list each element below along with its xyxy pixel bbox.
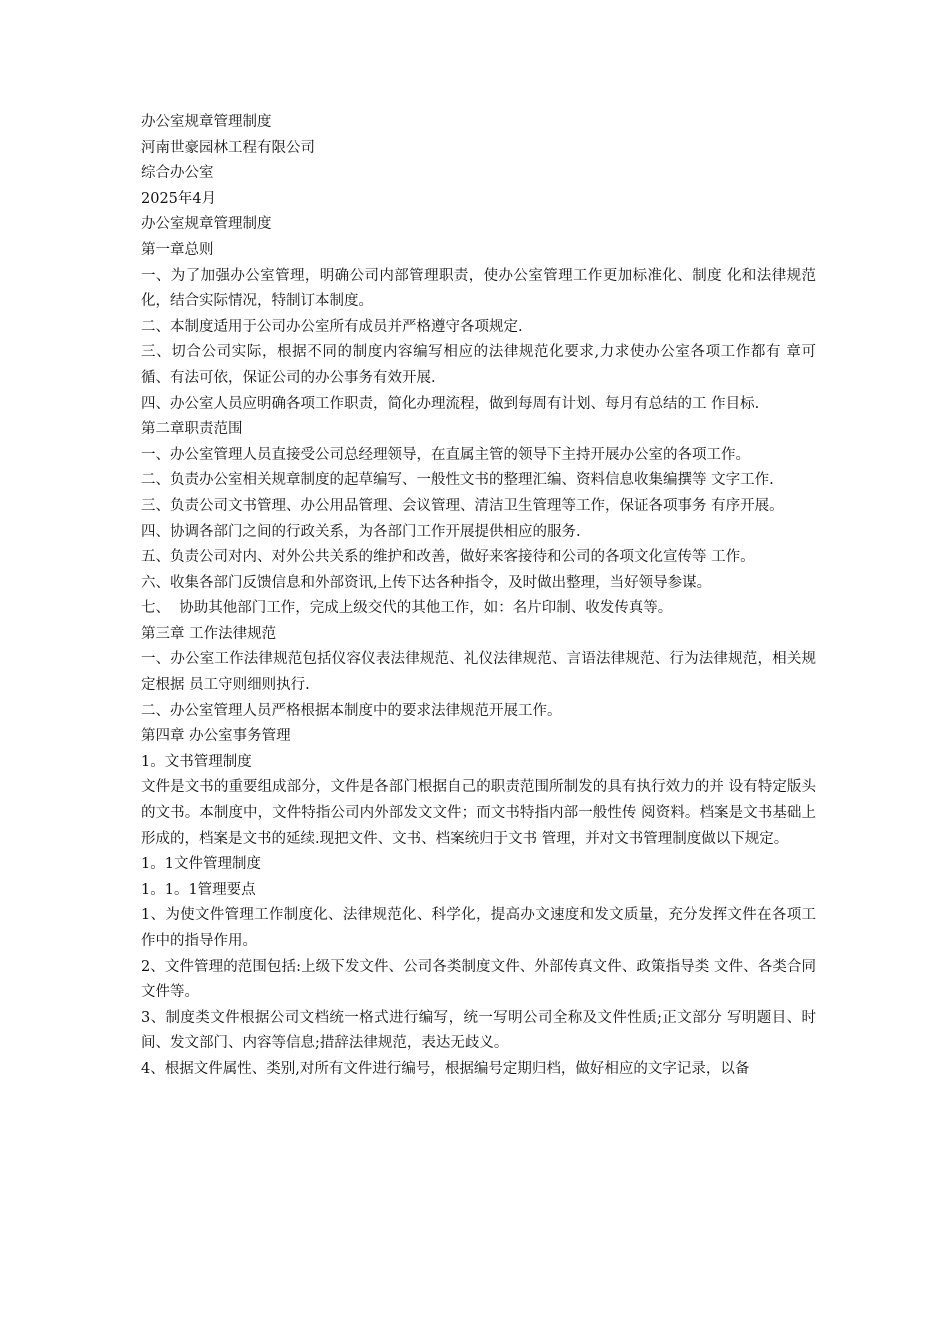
- cover-company: 河南世豪园林工程有限公司: [141, 139, 315, 156]
- chapter-heading: 第三章 工作法律规范: [141, 625, 277, 642]
- paragraph: 1、为使文件管理工作制度化、法律规范化、科学化，提高办文速度和发文质量，充分发挥文件在各项工作中的指导作用。: [141, 907, 816, 949]
- chapter-heading: 第四章 办公室事务管理: [141, 728, 291, 745]
- cover-date: 2025年4月: [141, 190, 217, 207]
- section-heading: 1。文书管理制度: [141, 753, 252, 770]
- paragraph: 二、负责办公室相关规章制度的起草编写、一般性文书的整理汇编、资料信息收集编撰等 文字工作.: [141, 472, 774, 489]
- chapter-heading: 第二章职责范围: [141, 421, 243, 438]
- paragraph: 三、负责公司文书管理、办公用品管理、会议管理、清洁卫生管理等工作，保证各项事务 有序开展。: [141, 497, 784, 514]
- document-page: [141, 110, 816, 1083]
- paragraph: 一、办公室管理人员直接受公司总经理领导，在直属主管的领导下主持开展办公室的各项工作。: [141, 446, 750, 463]
- paragraph: 三、切合公司实际，根据不同的制度内容编写相应的法律规范化要求,力求使办公室各项工作都有 章可循、有法可依，保证公司的办公事务有效开展.: [141, 344, 816, 386]
- cover-department: 综合办公室: [141, 165, 214, 182]
- section-heading: 1。1文件管理制度: [141, 856, 261, 873]
- paragraph: 四、协调各部门之间的行政关系，为各部门工作开展提供相应的服务.: [141, 523, 581, 540]
- doc-title: 办公室规章管理制度: [141, 216, 272, 233]
- paragraph: 4、根据文件属性、类别,对所有文件进行编号，根据编号定期归档，做好相应的文字记录，以备: [141, 1060, 750, 1077]
- subsection-heading: 1。1。1管理要点: [141, 881, 256, 898]
- paragraph: 二、本制度适用于公司办公室所有成员并严格遵守各项规定.: [141, 318, 523, 335]
- chapter-heading: 第一章总则: [141, 241, 214, 258]
- paragraph: 七、 协助其他部门工作，完成上级交代的其他工作，如：名片印制、收发传真等。: [141, 600, 673, 617]
- paragraph: 文件是文书的重要组成部分，文件是各部门根据自己的职责范围所制发的具有执行效力的并 设有特定版头的文书。本制度中，文件特指公司内外部发文文件；而文书特指内部一般性传 阅资料。档案是文书基础上形成的，档案是文书的延续.现把文件、文书、档案统归于文书 管理，并对文书管理制度做以下规定。: [141, 779, 816, 847]
- paragraph: 一、为了加强办公室管理，明确公司内部管理职责，使办公室管理工作更加标准化、制度 化和法律规范化，结合实际情况，特制订本制度。: [141, 267, 816, 310]
- cover-title: 办公室规章管理制度: [141, 114, 272, 130]
- paragraph: 3、制度类文件根据公司文档统一格式进行编写，统一写明公司全称及文件性质;正文部分 写明题目、时间、发文部门、内容等信息;措辞法律规范，表达无歧义。: [141, 1009, 816, 1052]
- paragraph: 2、文件管理的范围包括:上级下发文件、公司各类制度文件、外部传真文件、政策指导类 文件、各类合同文件等。: [141, 958, 816, 1001]
- paragraph: 五、负责公司对内、对外公共关系的维护和改善，做好来客接待和公司的各项文化宣传等 工作。: [141, 549, 755, 566]
- paragraph: 一、办公室工作法律规范包括仪容仪表法律规范、礼仪法律规范、言语法律规范、行为法律规范，相关规定根据 员工守则细则执行.: [141, 651, 816, 694]
- paragraph: 六、收集各部门反馈信息和外部资讯,上传下达各种指令，及时做出整理，当好领导参谋。: [141, 574, 712, 591]
- paragraph: 二、办公室管理人员严格根据本制度中的要求法律规范开展工作。: [141, 702, 562, 719]
- paragraph: 四、办公室人员应明确各项工作职责，简化办理流程，做到每周有计划、每月有总结的工 作目标.: [141, 395, 760, 412]
